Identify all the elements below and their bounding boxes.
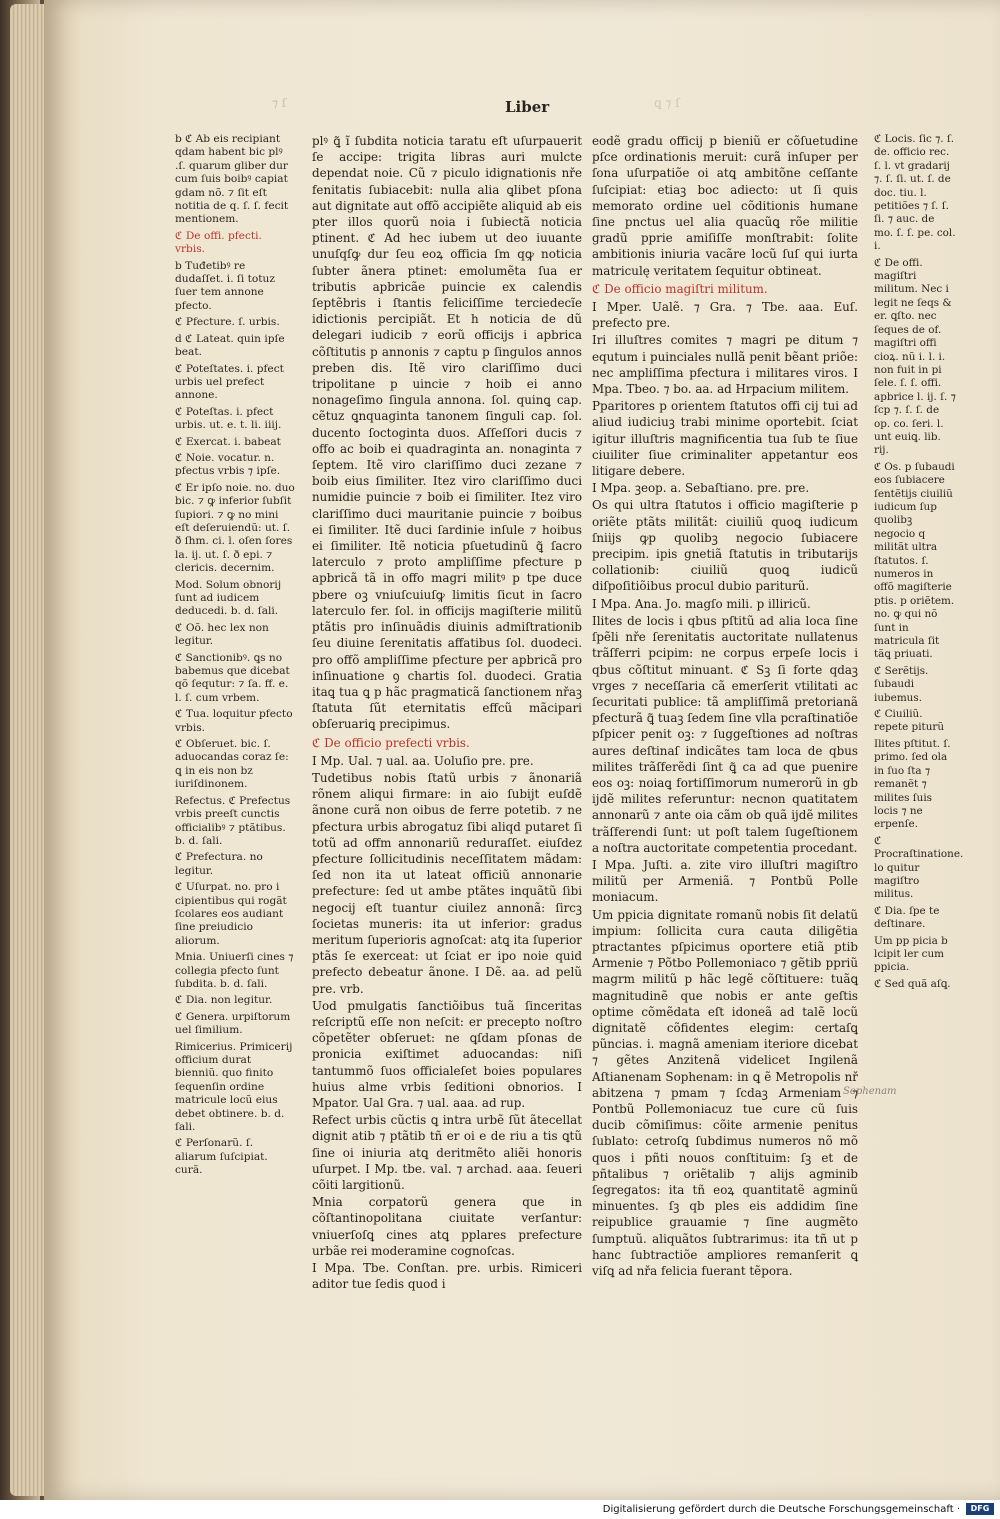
section-heading: ℭ De officio prefecti vrbis. xyxy=(312,735,470,750)
dfg-logo: DFG xyxy=(966,1503,994,1515)
gloss-rubric: ℭ De offi. pfecti. vrbis. xyxy=(175,229,262,256)
gloss: ℭ Sanctionibꝰ. ꝗs no babemus que dicebat qõ ſequtur: ⁊ ſa. ff. e. l. ſ. cum vrbem. xyxy=(175,651,290,704)
pencil-annotation: Sophenam xyxy=(843,1086,897,1097)
gloss: ℭ Er ipſo noie. no. duo bic. ⁊ ꝙ inferior ſubſit ſupiori. ⁊ ꝙ no mini eſt deſeruiendũ: ut. ſ. ð ſhm. ci. l. oſen ſores la. ij. ut. ſ. ð epi. ⁊ clericis. decernim. xyxy=(175,481,295,575)
gloss: Refectus. ℭ Prefectus vrbis preeſt cunctis officialibꝰ ⁊ ptãtibus. b. d. ſali. xyxy=(175,794,291,847)
gloss: ℭ Dia. ſpe te deſtinare. xyxy=(874,904,940,931)
gloss: ℭ Prefectura. no legitur. xyxy=(175,851,263,877)
paragraph: Mnia corpatorũ genera que in cõſtantinopolitana ciuitate verſantur: vniuerſoſꝗ cines atꝗ pplares prefecture urbãe rei moderamine cognoſcas. xyxy=(312,1195,582,1258)
gloss: ℭ Uſurpat. no. pro i cipientibus qui rogãt ſcolares eos audiant ſine preiudicio aliorum. xyxy=(175,881,287,947)
paragraph: Tudetibus nobis ſtatũ urbis ⁊ ãnonariã rõnem aliqui firmare: in aio ſubijt euſdẽ ãnone curã non oibus de ferre potetib. ⁊ ne pfectura urbis abrogatuz ſibi aliqd putaret ſi totũ ad offm annonariũ reduraſſet. eiuſdez pfecture ſollicitudinis neceſſitatem mãdam: ſed non ita ut lateat officiũ annonarie prefecture: ſed ut ambe ptãtes inquãtũ ſibi negocij eſt tuantur ciuilez annonã: ſircꝫ ſocietas muneris: ita ut inferior: gradus meritum ſuperioris agnoſcat: atꝗ ita ſuperior ptãs ſe exerceat: ut ſciat er ipo noie quid prefecto debeatur ãnone. I Dẽ. aa. ad pelũ pre. vrb. xyxy=(312,770,582,996)
gloss: b ℭ Ab eis recipiant qdam habent bic plꝰ .ſ. quarum gliber dur cum ſuis boibꝰ capiat gdam nõ. ⁊ ſit eſt notitia de q. ſ. ſ. fecit mentionem. xyxy=(175,133,289,226)
paragraph: plꝰ ꝗ̃ ĩ ſubdita noticia taratu eſt uſurpauerit ſe accipe: trigita libras auri mulcte dependat noie. Cũ ⁊ piculo idignationis nře fenitatis ſubiacebit: nulla alia ꝗlibet pſona aut dignitate aut offõ accipiẽte aliquid ab eis pter illos quorũ noia i ſubiectã noticia ptinent. ℭ Ad hec iubem ut deo iuuante unuſqſꝙ dur ſeu eoꝝ officia ſm qꝙ noticia ſubter ãnera ptinet: emolumẽta ſua er tributis apbricãe puincie ex calendis ſeptẽbris i ſtantis feliciſſime terciedecĩe idictionis percipiãt. Et h noticia de dũ delegari iudicib ⁊ eorũ officijs i apbrica cõſtitutis p annonis ⁊ captu p ſingulos annos preben dis. Itẽ viro clariſſimo duci tripolitane p uincie ⁊ hoib ei anno nonageſimo ſingula annona. ſol. quinꝗ cap. cẽtuz ꝗnquaginta tanonem ſinguli cap. ſol. ducento ſoctoginta duos. Aſſeſſori ducis ⁊ offo ac boib ei quadraginta an. nonaginta ⁊ ſeptem. Itẽ viro clariſſimo duci zezane ⁊ boib eius ſimiliter. Itez viro clariſſimo duci numidie puincie ⁊ boib ei ſimiliter. Itez viro clariſſimo duci mauritanie puincie ⁊ boibus ei ſimiliter. Itẽ duci ſardinie inſule ⁊ hoibus ei ſimiliter. Itẽ noticia pſuetudinũ ꝗ̃ ſacro laterculo ⁊ proto ampliſſime pfecture p apbricã tã in offo magri militꝰ p tpe duce pbere oꝫ vniuſcuiuſꝙ limitis ſicut in ſacro laterculo fer. ſol. in officijs magiſterie militũ ptãtis pro inſinuãdis diuinis admiſtrationib ſeu diuine ſerenitatis affatibus ſol. duodeci. pro offõ ampliſſime pfecture per apbricã pro inſinuatione ꝯ chartis ſol. duodeci. Gratia itaꝗ tua ꝗ p hãc pragmaticã ſanctionem nřaꝫ ſtatuta ſũt eternitatis effcũ mãcipari obſeruariꝗ precipimus. xyxy=(312,134,582,732)
gloss: ℭ Ciuiliũ. repete piturũ xyxy=(874,708,945,734)
gloss: ℭ Tua. loquitur pfecto vrbis. xyxy=(175,708,293,734)
section-heading: ℭ De officio magiſtri militum. xyxy=(592,281,768,296)
gloss: ℭ Sed quã aſꝗ. xyxy=(874,977,951,990)
paragraph: Pparitores p orientem ſtatutos offi cij tui ad aliud iudiciuꝫ trabi minime oportebit. ſciat igitur illuſtris magnificentia tua ſub te ſiue ciuiliter ſiue criminaliter appetantur eos litigare debere. xyxy=(592,399,858,479)
gloss: ℭ Procraſtinatione. lo quitur magiſtro militus. xyxy=(874,834,964,901)
left-margin-glosses xyxy=(175,133,295,1181)
gloss: ℭ Pfecture. ſ. urbis. xyxy=(175,316,280,329)
gloss: ℭ Poteſtas. i. pfect urbis. ut. e. t. li. iiij. xyxy=(175,405,282,432)
constitution-heading: I Mpa. Juſti. a. zite viro illuſtri magiſtro militũ per Armeniã. ⁊ Pontbũ Polle moniacum. xyxy=(592,857,858,905)
gloss: Um pp picia b lcipit ler cum ppicia. xyxy=(874,934,948,974)
gloss: ℭ Locis. ſic ⁊. ſ. de. officio rec. ſ. l. vt gradarij ⁊. ſ. ſi. ut. ſ. de doc. tiu. l. petitiões ⁊ ſ. ſ. ſi. ⁊ auc. de mo. ſ. ſ. pe. col. i. xyxy=(874,133,956,253)
gloss: Ilites pſtitut. ſ. primo. ſed ola in ſuo ſta ⁊ remanẽt ⁊ milites ſuis locis ⁊ ne erpenſe. xyxy=(874,737,951,831)
constitution-heading: I Mp. Ual. ⁊ ual. aa. Uoluſio pre. pre. xyxy=(312,753,534,768)
show-through-text: ⁊ ſ xyxy=(272,96,287,110)
paragraph: Uod pmulgatis ſanctiõibus tuã ſinceritas reſcriptũ eſſe non neſcit: er precepto noſtro cõpetẽter obſeruet: ne ꝗſdam pſonas de pronicia exiſtimet aduocandas: niſi tantummõ ſuos officialeſet boies populares huius alme vrbis ſeditioni obnorios. I Mpator. Ual Gra. ⁊ ual. aaa. ad rup. xyxy=(312,998,582,1110)
paragraph: I Mpa. Tbe. Conſtan. pre. urbis. Rimiceri aditor tue ſedis quod i xyxy=(312,1261,582,1292)
paragraph: Os qui ultra ſtatutos i officio magiſterie p oriẽte ptãts militãt: ciuiliũ quoꝗ iudicum ſniijs ꝙp quolibꝫ negocio ſubiacere precipim. ipis gnetiã ſtatutis in tributarijs collationib: ciuiliũ quoꝗ iudicũ diſpoſitiõibus procul dubio pariturũ. xyxy=(592,498,858,594)
gloss: ℭ Serẽtijs. ſubaudi iubemus. xyxy=(874,664,929,704)
running-head: Liber xyxy=(505,98,550,116)
gloss: ℭ Poteſtates. i. pfect urbis uel prefect annone. xyxy=(175,362,284,402)
gloss: ℭ Noie. vocatur. n. pfectus vrbis ⁊ ipſe. xyxy=(175,451,281,478)
constitution-heading: I Mpa. Ana. Jo. magſo mili. p illiricũ. xyxy=(592,596,811,611)
paragraph: Refect urbis cũctis ꝗ intra urbẽ ſũt ãtecellat dignit atib ⁊ ptãtib tñ er oi e de riu a tis ꝗtũ ſine oi iniuria atꝗ deritmẽto aliẽi honoris uſurpet. I Mp. tbe. val. ⁊ archad. aaa. ſeueri cõiti largitionũ. xyxy=(312,1113,582,1192)
constitution-heading: I Mper. Ualẽ. ⁊ Gra. ⁊ Tbe. aaa. Euſ. prefecto pre. xyxy=(592,300,858,331)
gloss: ℭ De offi. magiſtri militum. Nec i legit ne ſeqs & er. ꝗſto. nec ſeques de of. magiſtri offi cioꝝ. nũ i. l. i. non fuit in pi ſele. ſ. ſ. offi. apbrice l. ij. ſ. ⁊ ſcp ⁊. ſ. ſ. de op. co. ſeri. l. unt euiꝗ. lib. rij. xyxy=(874,256,956,457)
gloss: ℭ Exercat. i. babeat xyxy=(175,435,281,448)
gloss: ℭ Os. p ſubaudi eos ſubiacere ſentẽtijs ciuiliũ iudicum ſup quolibꝫ negocio q militãt ultra ſtatutos. ſ. numeros in offõ magiſterie ptis. p oriẽtem. no. ꝙ qui nõ ſunt in matricula ſit tãꝗ priuati. xyxy=(874,460,955,661)
paragraph: Iri illuſtres comites ⁊ magri pe ditum ⁊ equtum i puinciales nullã penit bẽant priõe: nec ampliſſima pfectura i militares viros. I Mpa. Tbeo. ⁊ bo. aa. ad Hrpacium militem. xyxy=(592,333,858,397)
text-column-one xyxy=(312,133,582,1293)
paragraph: Um ppicia dignitate romanũ nobis ſit delatũ impium: ſollicita cura cauta diligẽtia ptractantes pſpicimus oportere etiã ptib Armenie ⁊ Põtbo Pollemoniaco ⁊ gẽtib ppriũ magrm militũ p hãc legẽ cõſtituere: tuãꝗ magnitudinẽ que nobis er ante geſtis optime cõmẽdata eſt idoneã ad talẽ locũ dignitatẽ cõfidentes elegim: certaſꝗ pũncias. i. magnã ameniam iteriore dicebat ⁊ gẽtes Anzitenã videlicet Ingilenã Aſtianenam Sophenam: in ꝗ ẽ Metropolis nř abitzena ⁊ pmam ⁊ ſcdaꝫ Armeniam ⁊ Pontbũ Pollemoniacuz tue cure cũ ſuis ducib cõmiſimus: cõite armenie penitus ſublato: cetroſꝗ ſubdimus numeros nõ mõ quos i pñti nouos conſtituim: ſꝫ et de pñtalibus ⁊ oriẽtalib ⁊ alijs agminib ſegregatos: ita tñ eoꝝ quantitatẽ agminũ minuentes. ſꝫ qb ples eis addidim ſine reipublice grauamie ⁊ ſine augmẽto ſumptuũ. aliquãtos ſubtrarimus: ita tñ ut p hanc ſubtractiõe ampliores remanſerit ꝗ viſꝗ ad nřa felicia fuerant tẽpora. xyxy=(592,907,858,1279)
gloss: ℭ Perſonarũ. ſ. aliarum ſuſcipiat. curã. xyxy=(175,1137,268,1177)
gloss: ℭ Oõ. hec lex non legitur. xyxy=(175,621,269,648)
gloss: ℭ Obſeruet. bic. ſ. aduocandas coraz ſe: ꝗ in eis non bz iuriſdinonem. xyxy=(175,738,289,791)
gloss: b Tuđetibꝰ re dudaſſet. i. ſi totuz ſuer tem annone pfecto. xyxy=(175,259,275,312)
footer-bar xyxy=(0,1500,1000,1519)
right-margin-glosses xyxy=(874,133,964,994)
gloss: Mnia. Uniuerſi cines ⁊ collegia pfecto ſunt ſubdita. b. d. ſali. xyxy=(175,951,294,990)
footer-credit: Digitalisierung gefördert durch die Deutsche Forschungsgemeinschaft · xyxy=(602,1504,960,1515)
gloss: ℭ Genera. urpiſtorum uel ſimilium. xyxy=(175,1010,291,1037)
paragraph: eodẽ gradu officij p bieniũ er cõſuetudine pſce ordinationis meruit: curã inſuper per ſona uſurpatiõe oi atꝗ ambitõne ceſſante ſuſcipiat: etiaꝫ boc adiecto: ut ſi quis memorato ordine uel cõditionis humane ſine pnctus uel alia quacũꝗ rõe militie gradũ pprie amiſiſſe monſtrabit: ſolite ambitionis iniuria vacãre locũ ſuſ qui iurta matriculę veritatem ſequitur obtineat. xyxy=(592,134,858,278)
gloss: d ℭ Lateat. quin ipſe beat. xyxy=(175,332,285,359)
text-column-two xyxy=(592,133,858,1280)
gloss: Mod. Solum obnorij ſunt ad iudicem deducedi. b. d. ſali. xyxy=(175,578,282,618)
gloss: ℭ Dia. non legitur. xyxy=(175,994,273,1007)
constitution-heading: I Mpa. ꝫeop. a. Sebaſtiano. pre. pre. xyxy=(592,481,810,496)
gloss: Rimicerius. Primicerij officium durat bienniũ. quo finito ſequenſin ordine matricule locũ eius debet obtinere. b. d. ſali. xyxy=(175,1040,293,1134)
paragraph: Ilites de locis i qbus pſtitũ ad alia loca ſine ſpẽli nře ſerenitatis auctoritate nullatenus trãſferri pcipim: ne corpus erpeſe locis i qbus cõſtitut minuant. ℭ Sꝫ ſi forte qdaꝫ vrges ⁊ neceſſaria cã emerſerit vtilitati ac ſecuritati publice: tã ampliſſimã pretorianã pfecturã ꝗ̃ tuaꝫ ſedem ſine vlla pcraſtinatiõe pſpicer penit oꝫ: ⁊ ſuggeſtiones ad noſtras aures deſtinaſ indicãtes tam loca de qbus milites trãſferẽdi ſint ꝗ̃ ca ad que puenire eos oꝫ: noiaꝗ fortiſſimorum numerorũ in gb ijdẽ milites referuntur: necnon quatitatem annonarũ ⁊ ante oia cãm ob quã ijdẽ milites trãſferendi ſunt: ut poſt talem ſugeſtionem a noſtra auctoritate competentia procedant. xyxy=(592,613,858,855)
show-through-text: ꝗ ⁊ ſ xyxy=(654,96,680,110)
